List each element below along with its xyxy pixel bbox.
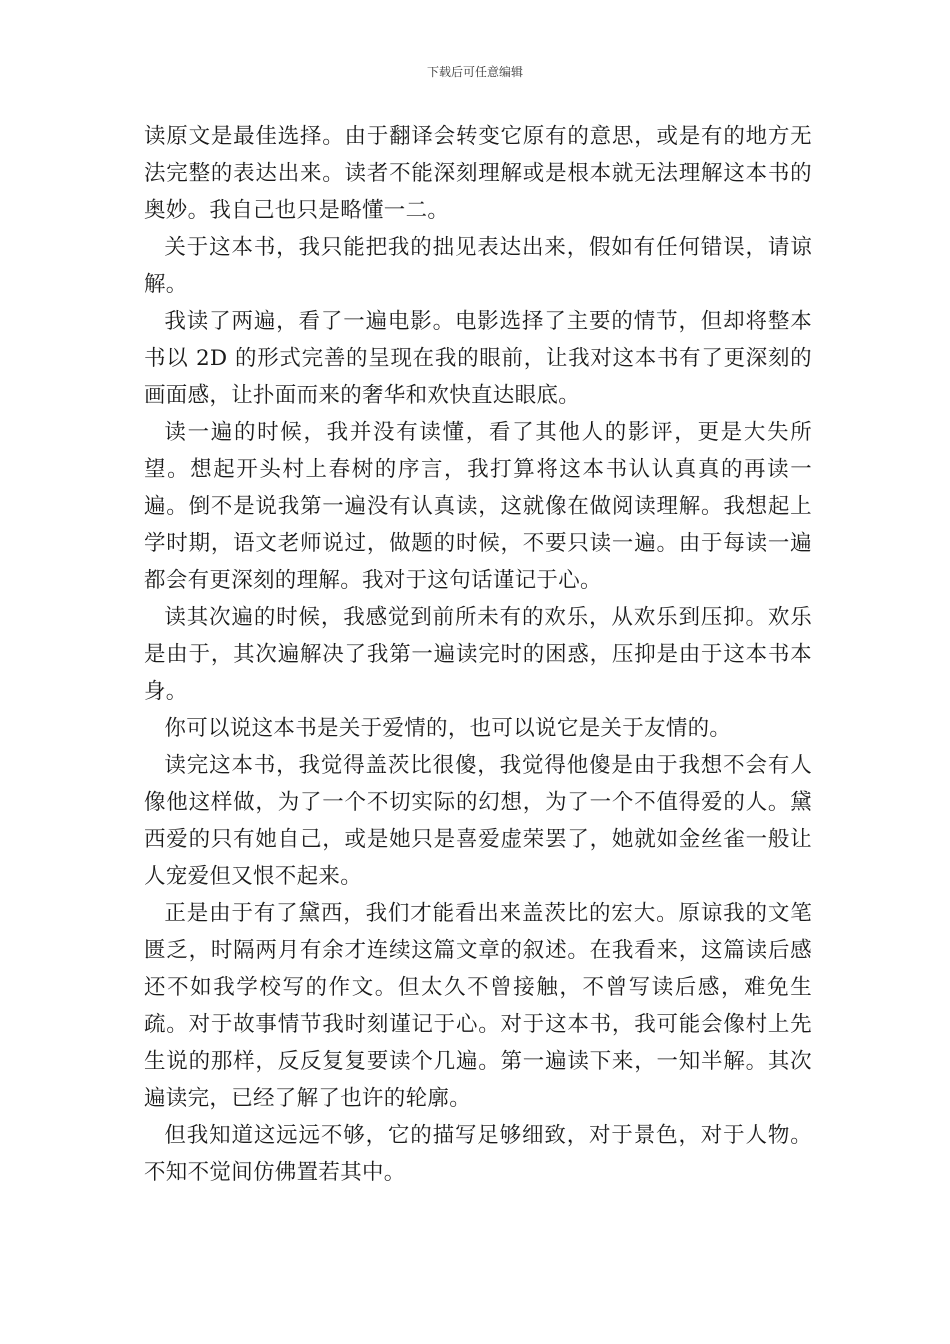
paragraph-2: 关于这本书，我只能把我的拙见表达出来，假如有任何错误，请谅解。 (144, 235, 812, 297)
paragraph-7: 读完这本书，我觉得盖茨比很傻，我觉得他傻是由于我想不会有人像他这样做，为了一个不切实际的幻想，为了一个不值得爱的人。黛西爱的只有她自己，或是她只是喜爱虚荣罢了，她就如金丝雀一般让人宠爱但又恨不起来。 (144, 753, 812, 889)
paragraph-5: 读其次遍的时候，我感觉到前所未有的欢乐，从欢乐到压抑。欢乐是由于，其次遍解决了我第一遍读完时的困惑，压抑是由于这本书本身。 (144, 605, 812, 704)
paragraph-8: 正是由于有了黛西，我们才能看出来盖茨比的宏大。原谅我的文笔匮乏，时隔两月有余才连续这篇文章的叙述。在我看来，这篇读后感还不如我学校写的作文。但太久不曾接触，不曾写读后感，难免生疏。对于故事情节我时刻谨记于心。对于这本书，我可能会像村上先生说的那样，反反复复要读个几遍。第一遍读下来，一知半解。其次遍读完，已经了解了也许的轮廓。 (144, 901, 812, 1111)
paragraph-6: 你可以说这本书是关于爱情的，也可以说它是关于友情的。 (164, 716, 732, 741)
document-body (144, 118, 812, 1191)
paragraph-3: 我读了两遍，看了一遍电影。电影选择了主要的情节，但却将整本书以 2D 的形式完善的呈现在我的眼前，让我对这本书有了更深刻的画面感，让扑面而来的奢华和欢快直达眼底。 (144, 309, 812, 408)
paragraph-9: 但我知道这远远不够，它的描写足够细致，对于景色，对于人物。不知不觉间仿佛置若其中。 (144, 1123, 812, 1185)
paragraph-4: 读一遍的时候，我并没有读懂，看了其他人的影评，更是大失所望。想起开头村上春树的序言，我打算将这本书认认真真的再读一遍。倒不是说我第一遍没有认真读，这就像在做阅读理解。我想起上学时期，语文老师说过，做题的时候，不要只读一遍。由于每读一遍都会有更深刻的理解。我对于这句话谨记于心。 (144, 420, 812, 593)
paragraph-1: 读原文是最佳选择。由于翻译会转变它原有的意思，或是有的地方无法完整的表达出来。读者不能深刻理解或是根本就无法理解这本书的奥妙。我自己也只是略懂一二。 (144, 124, 812, 223)
page-header: 下载后可任意编辑 (426, 65, 523, 79)
